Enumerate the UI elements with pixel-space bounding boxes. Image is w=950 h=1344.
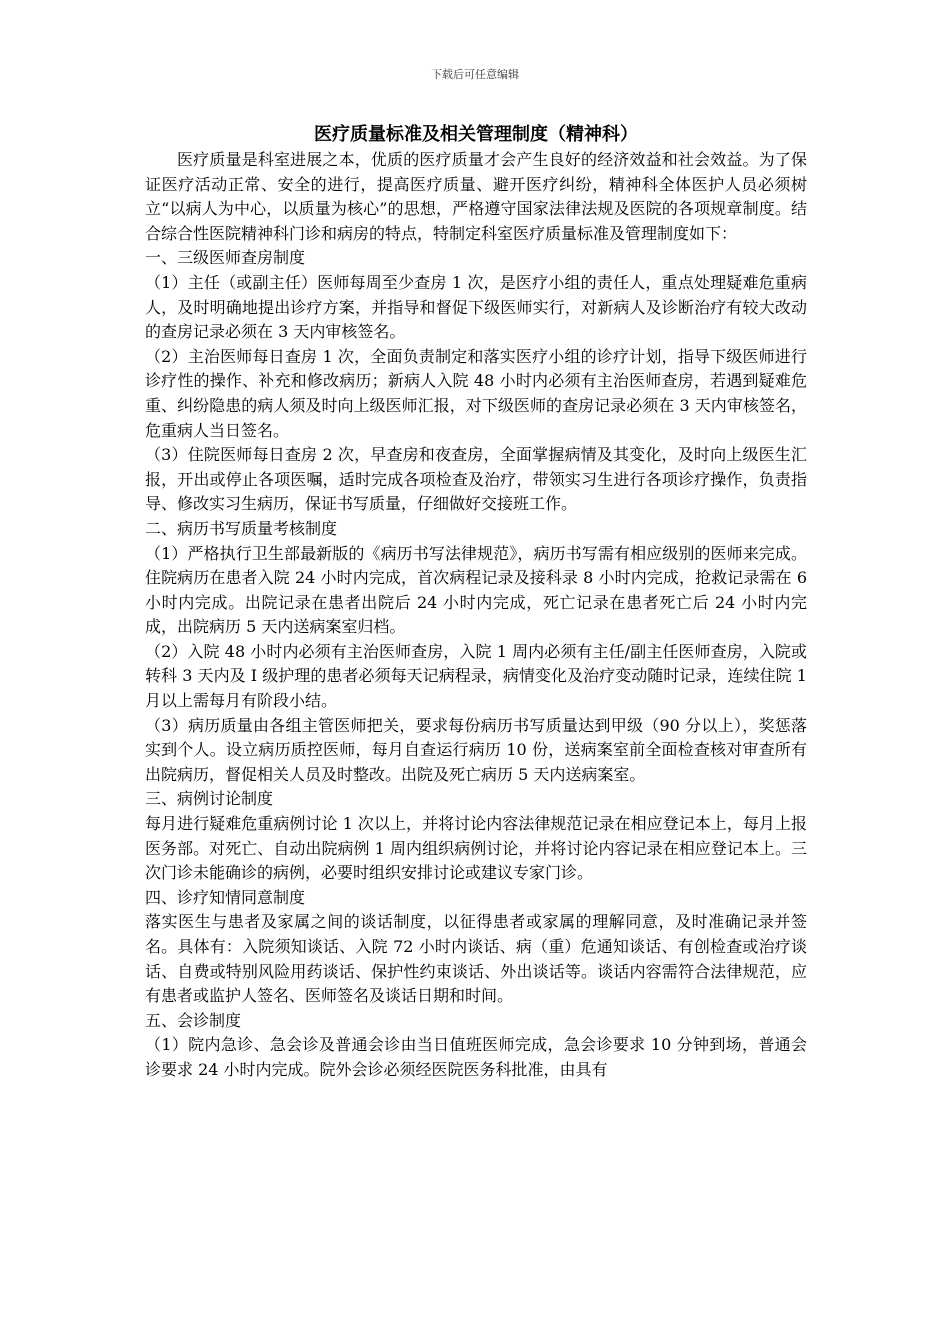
section-heading: 五、会诊制度: [145, 1010, 242, 1030]
section-case-discussion: [145, 787, 807, 885]
header-note: 下载后可任意编辑: [431, 68, 519, 81]
section-consultation: [145, 1009, 807, 1083]
section-heading: 三、病例讨论制度: [145, 789, 274, 809]
document-title: 医疗质量标准及相关管理制度（精神科）: [314, 124, 638, 145]
section-medical-records: [145, 517, 807, 788]
section-paragraph: （1）院内急诊、急会诊及普通会诊由当日值班医师完成，急会诊要求 10 分钟到场，普通会诊要求 24 小时内完成。院外会诊必须经医院医务科批准，由具有: [145, 1035, 807, 1079]
section-heading: 一、三级医师查房制度: [145, 248, 306, 268]
section-paragraph: （1）严格执行卫生部最新版的《病历书写法律规范》，病历书写需有相应级别的医师来完成。住院病历在患者入院 24 小时内完成，首次病程记录及接科录 8 小时内完成，抢救记录需在 6 小时内完成。出院记录在患者出院后 24 小时内完成，死亡记录在患者死亡后 24 小时内完成，出院病历 5 天内送病案室归档。: [145, 543, 807, 637]
section-paragraph: （2）主治医师每日查房 1 次，全面负责制定和落实医疗小组的诊疗计划，指导下级医师进行诊疗性的操作、补充和修改病历；新病人入院 48 小时内必须有主治医师查房，若遇到疑难危重、纠纷隐患的病人须及时向上级医师汇报，对下级医师的查房记录必须在 3 天内审核签名，危重病人当日签名。: [145, 346, 807, 440]
section-heading: 二、病历书写质量考核制度: [145, 518, 338, 538]
section-paragraph: 落实医生与患者及家属之间的谈话制度，以征得患者或家属的理解同意，及时准确记录并签名。具体有：入院须知谈话、入院 72 小时内谈话、病（重）危通知谈话、有创检查或治疗谈话、自费或特别风险用药谈话、保护性约束谈话、外出谈话等。谈话内容需符合法律规范，应有患者或监护人签名、医师签名及谈话日期和时间。: [145, 912, 807, 1006]
section-informed-consent: [145, 886, 807, 1009]
document-body: [145, 122, 807, 1083]
intro-paragraph: 医疗质量是科室进展之本，优质的医疗质量才会产生良好的经济效益和社会效益。为了保证医疗活动正常、安全的进行，提高医疗质量、避开医疗纠纷，精神科全体医护人员必须树立“以病人为中心，以质量为核心”的思想，严格遵守国家法律法规及医院的各项规章制度。结合综合性医院精神科门诊和病房的特点，特制定科室医疗质量标准及管理制度如下：: [145, 150, 807, 243]
section-paragraph: （3）病历质量由各组主管医师把关，要求每份病历书写质量达到甲级（90 分以上），奖惩落实到个人。设立病历质控医师，每月自查运行病历 10 份，送病案室前全面检查核对审查所有出院病历，督促相关人员及时整改。出院及死亡病历 5 天内送病案室。: [145, 715, 807, 784]
section-paragraph: （1）主任（或副主任）医师每周至少查房 1 次，是医疗小组的责任人，重点处理疑难危重病人，及时明确地提出诊疗方案，并指导和督促下级医师实行，对新病人及诊断治疗有较大改动的查房记录必须在 3 天内审核签名。: [145, 272, 807, 342]
section-paragraph: （3）住院医师每日查房 2 次，早查房和夜查房，全面掌握病情及其变化，及时向上级医生汇报，开出或停止各项医嘱，适时完成各项检查及治疗，带领实习生进行各项诊疗操作，负责指导、修改实习生病历，保证书写质量，仔细做好交接班工作。: [145, 445, 807, 514]
section-paragraph: 每月进行疑难危重病例讨论 1 次以上，并将讨论内容法律规范记录在相应登记本上，每月上报医务部。对死亡、自动出院病例 1 周内组织病例讨论，并将讨论内容记录在相应登记本上。三次门诊未能确诊的病例，必要时组织安排讨论或建议专家门诊。: [145, 814, 807, 883]
section-rounds: [145, 246, 807, 517]
section-paragraph: （2）入院 48 小时内必须有主治医师查房，入院 1 周内必须有主任/副主任医师查房，入院或转科 3 天内及 I 级护理的患者必须每天记病程录，病情变化及治疗变动随时记录，连续住院 1 月以上需每月有阶段小结。: [145, 641, 807, 711]
section-heading: 四、诊疗知情同意制度: [145, 887, 306, 907]
